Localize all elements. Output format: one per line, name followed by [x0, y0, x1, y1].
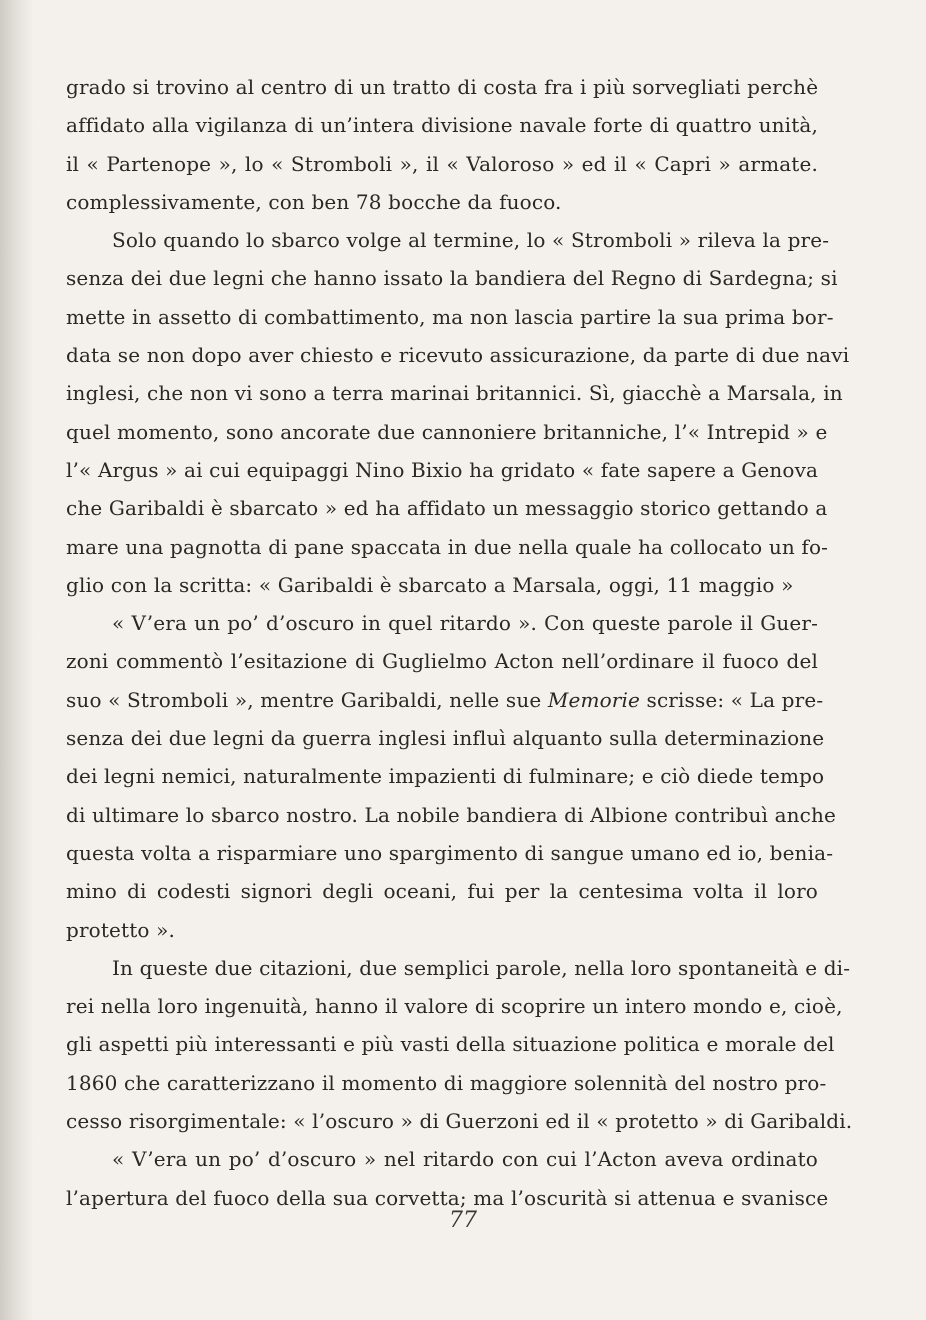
text-line: il « Partenope », lo « Stromboli », il « Valoroso » ed il « Capri » armate.: [66, 151, 818, 176]
text-line: dei legni nemici, naturalmente impazienti di fulminare; e ciò diede tempo: [66, 764, 825, 789]
paragraph-2: [66, 221, 850, 604]
text-line: rei nella loro ingenuità, hanno il valore di scoprire un intero mondo e, cioè,: [66, 994, 843, 1019]
page-number: 77: [449, 1208, 477, 1233]
text-line: mino di codesti signori degli oceani, fui per la centesima volta il loro: [66, 879, 818, 904]
text-line: complessivamente, con ben 78 bocche da fuoco.: [66, 189, 562, 214]
text-line: suo « Stromboli », mentre Garibaldi, nelle sue Memorie scrisse: « La pre-: [66, 687, 824, 712]
text-line: cesso risorgimentale: « l’oscuro » di Guerzoni ed il « protetto » di Garibaldi.: [66, 1109, 853, 1134]
text-line: protetto ».: [66, 917, 175, 942]
text-line: mare una pagnotta di pane spaccata in due nella quale ha collocato un fo-: [66, 534, 829, 559]
text-line: grado si trovino al centro di un tratto di costa fra i più sorvegliati perchè: [66, 75, 819, 99]
text-line: l’« Argus » ai cui equipaggi Nino Bixio ha gridato « fate sapere a Genova: [66, 457, 819, 482]
text-line: l’apertura del fuoco della sua corvetta; ma l’oscurità si attenua e svanisce: [66, 1185, 829, 1210]
paragraph-4: [66, 949, 853, 1140]
paragraph-3: [66, 604, 837, 949]
text-line: data se non dopo aver chiesto e ricevuto assicurazione, da parte di due navi: [66, 343, 850, 368]
text-line: 1860 che caratterizzano il momento di maggiore solennità del nostro pro-: [66, 1070, 827, 1095]
text-line: In queste due citazioni, due semplici parole, nella loro spontaneità e di-: [112, 955, 851, 980]
text-line: gli aspetti più interessanti e più vasti della situazione politica e morale del: [66, 1032, 835, 1057]
text-line: questa volta a risparmiare uno spargimento di sangue umano ed io, benia-: [66, 840, 834, 865]
text-line: zoni commentò l’esitazione di Guglielmo Acton nell’ordinare il fuoco del: [66, 649, 818, 674]
book-title-memorie: Memorie: [547, 687, 641, 712]
text-line: senza dei due legni che hanno issato la bandiera del Regno di Sardegna; si: [66, 266, 838, 291]
binding-gutter-shadow: [0, 0, 34, 1320]
text-line: Solo quando lo sbarco volge al termine, lo « Stromboli » rileva la pre-: [112, 228, 830, 253]
paragraph-1: [66, 68, 818, 221]
text-line: « V’era un po’ d’oscuro in quel ritardo ». Con queste parole il Guer-: [112, 611, 818, 636]
text-line: glio con la scritta: « Garibaldi è sbarcato a Marsala, oggi, 11 maggio »: [66, 572, 794, 597]
page-body: [66, 68, 853, 1217]
text-line: mette in assetto di combattimento, ma non lascia partire la sua prima bor-: [66, 304, 834, 329]
text-line: senza dei due legni da guerra inglesi influì alquanto sulla determinazione: [66, 726, 825, 751]
text-line: che Garibaldi è sbarcato » ed ha affidato un messaggio storico gettando a: [66, 496, 828, 521]
text-line: di ultimare lo sbarco nostro. La nobile bandiera di Albione contribuì anche: [66, 802, 837, 827]
text-line: « V’era un po’ d’oscuro » nel ritardo con cui l’Acton aveva ordinato: [112, 1147, 818, 1172]
text-line: quel momento, sono ancorate due cannoniere britanniche, l’« Intrepid » e: [66, 419, 828, 444]
text-line: affidato alla vigilanza di un’intera divisione navale forte di quattro unità,: [66, 113, 818, 138]
paragraph-5: [66, 1140, 829, 1217]
text-line: inglesi, che non vi sono a terra marinai britannici. Sì, giacchè a Marsala, in: [66, 381, 843, 406]
